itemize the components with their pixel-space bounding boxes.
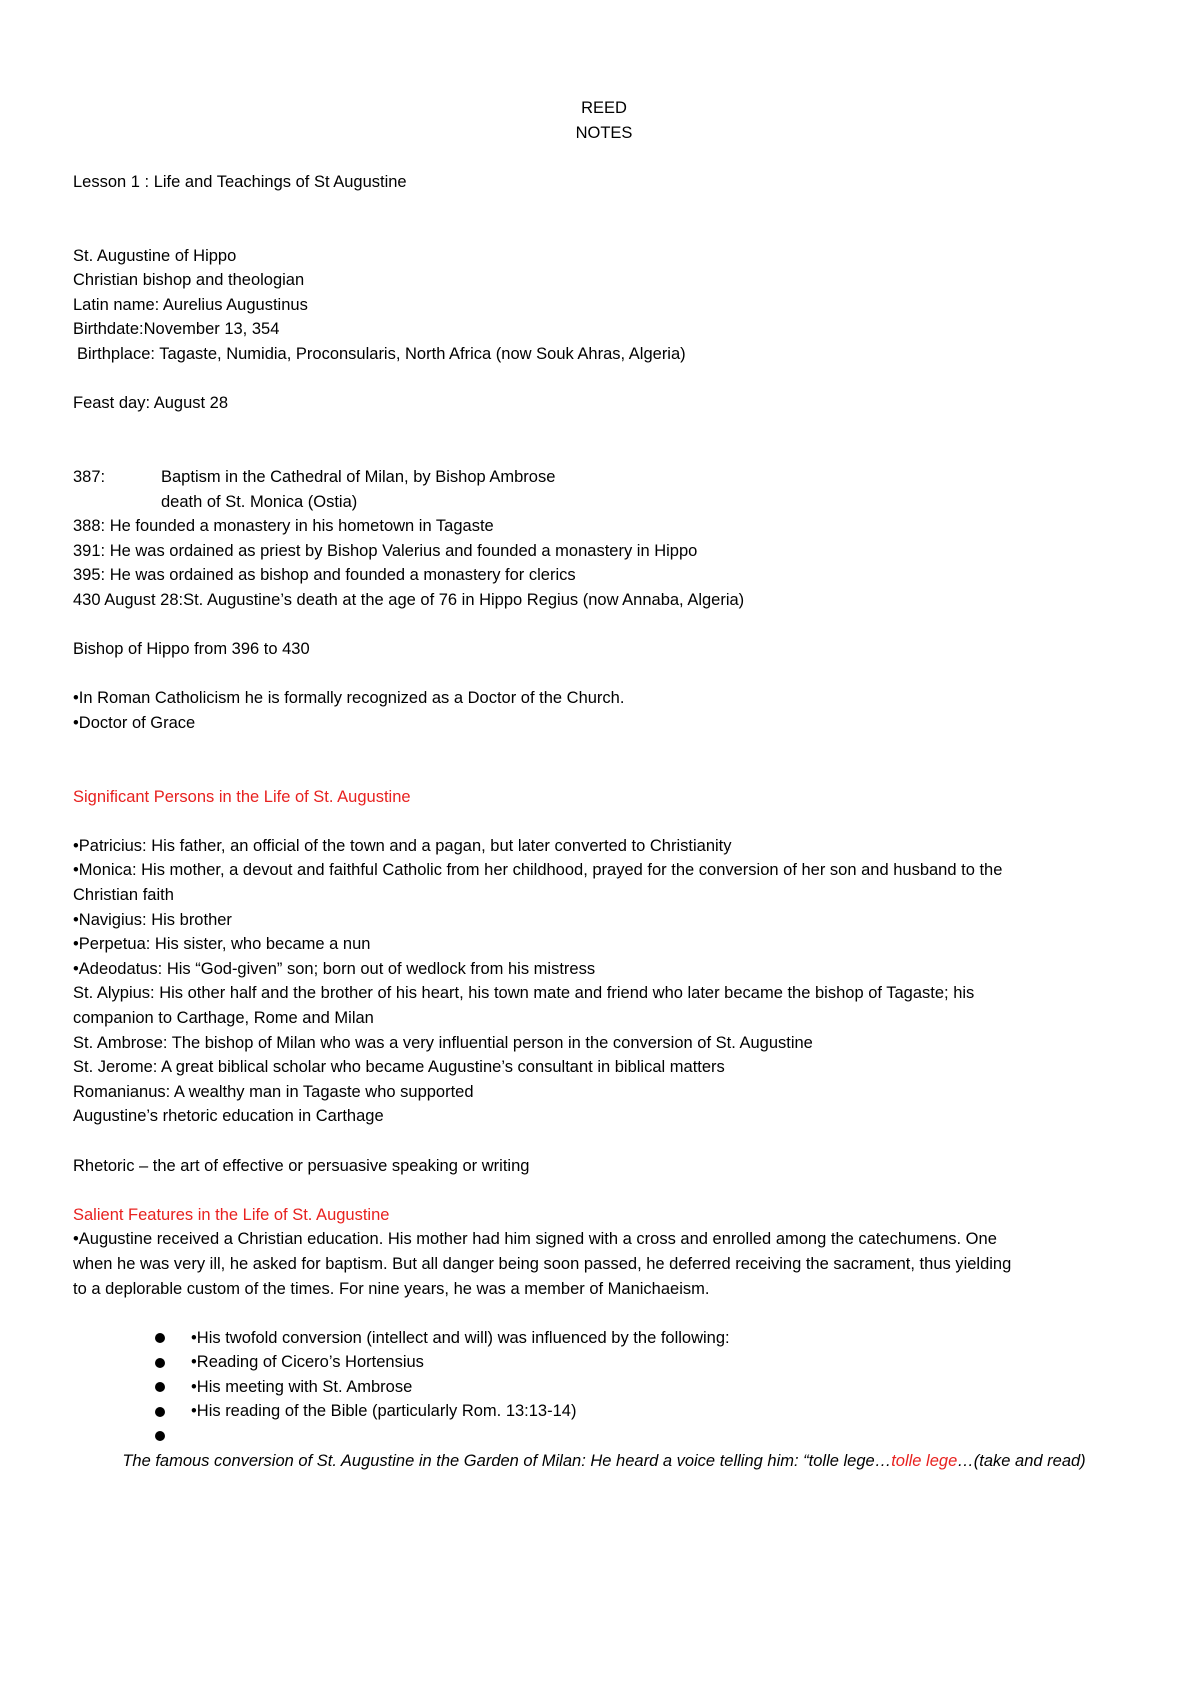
lesson-title: Lesson 1 : Life and Teachings of St Augustine [73, 172, 407, 191]
timeline-line: 395: He was ordained as bishop and founded a monastery for clerics [73, 566, 576, 585]
section-heading-significant-persons: Significant Persons in the Life of St. Augustine [73, 787, 411, 806]
bullet-dot-icon [155, 1333, 165, 1343]
profile-feast-day: Feast day: August 28 [73, 394, 229, 413]
person-line: companion to Carthage, Rome and Milan [73, 1008, 374, 1027]
profile-latin-name: Latin name: Aurelius Augustinus [73, 295, 308, 314]
profile-birthplace: Birthplace: Tagaste, Numidia, Proconsularis, North Africa (now Souk Ahras, Algeria) [77, 344, 686, 363]
document-title-line2: NOTES [575, 123, 633, 142]
profile-role: Christian bishop and theologian [73, 271, 305, 290]
person-line: •Patricius: His father, an official of the town and a pagan, but later converted to Christianity [73, 836, 732, 855]
list-item [155, 1424, 1135, 1449]
timeline-text: Baptism in the Cathedral of Milan, by Bishop Ambrose [161, 467, 556, 486]
conversion-quote [73, 1449, 1135, 1474]
person-line: St. Ambrose: The bishop of Milan who was a very influential person in the conversion of St. Augustine [73, 1033, 813, 1052]
bullet-text: •Reading of Cicero’s Hortensius [191, 1353, 424, 1372]
quote-part3: …(take and read) [957, 1451, 1086, 1470]
salient-line: •Augustine received a Christian education. His mother had him signed with a cross and enrolled among the catechumens. One [73, 1230, 997, 1249]
bullet-dot-icon [155, 1431, 165, 1441]
quote-part2-red: tolle lege [891, 1451, 958, 1470]
person-line: St. Jerome: A great biblical scholar who became Augustine’s consultant in biblical matters [73, 1058, 725, 1077]
list-item [155, 1375, 1135, 1400]
bullet-dot-icon [155, 1382, 165, 1392]
person-line: Romanianus: A wealthy man in Tagaste who supported [73, 1082, 474, 1101]
bullet-dot-icon [155, 1358, 165, 1368]
bullet-text: •His reading of the Bible (particularly Rom. 13:13-14) [191, 1402, 577, 1421]
list-item [155, 1326, 1135, 1351]
document-title-line1: REED [581, 99, 627, 117]
person-line: •Adeodatus: His “God-given” son; born out of wedlock from his mistress [73, 959, 596, 978]
profile-birthdate: Birthdate:November 13, 354 [73, 320, 280, 339]
timeline-year: 387: [73, 467, 106, 486]
section-heading-salient-features: Salient Features in the Life of St. Augustine [73, 1205, 390, 1224]
salient-line: to a deplorable custom of the times. For nine years, he was a member of Manichaeism. [73, 1279, 710, 1298]
bullet-text: •His twofold conversion (intellect and will) was influenced by the following: [191, 1328, 730, 1347]
person-line: Christian faith [73, 886, 174, 904]
rhetoric-definition: Rhetoric – the art of effective or persuasive speaking or writing [73, 1156, 530, 1175]
quote-part1: The famous conversion of St. Augustine in the Garden of Milan: He heard a voice telling him: “tolle lege… [122, 1451, 892, 1470]
timeline-row [73, 465, 1135, 490]
timeline-line: 388: He founded a monastery in his hometown in Tagaste [73, 517, 494, 536]
list-item [155, 1399, 1135, 1424]
recognition-item: •In Roman Catholicism he is formally recognized as a Doctor of the Church. [73, 689, 625, 708]
person-line: •Navigius: His brother [73, 910, 232, 929]
profile-name: St. Augustine of Hippo [73, 246, 237, 265]
recognition-item: •Doctor of Grace [73, 713, 196, 732]
person-line: Augustine’s rhetoric education in Carthage [73, 1107, 384, 1126]
bullet-text: •His meeting with St. Ambrose [191, 1377, 413, 1396]
person-line: •Perpetua: His sister, who became a nun [73, 935, 371, 954]
list-item [155, 1350, 1135, 1375]
timeline-line: 391: He was ordained as priest by Bishop Valerius and founded a monastery in Hippo [73, 541, 698, 560]
bishop-period: Bishop of Hippo from 396 to 430 [73, 640, 310, 659]
person-line: St. Alypius: His other half and the brother of his heart, his town mate and friend who later became the bishop of Tagaste; his [73, 984, 975, 1003]
bullet-dot-icon [155, 1407, 165, 1417]
timeline-text: death of St. Monica (Ostia) [161, 492, 358, 511]
timeline-line: 430 August 28:St. Augustine’s death at the age of 76 in Hippo Regius (now Annaba, Algeria) [73, 590, 745, 609]
timeline-row [73, 490, 1135, 515]
person-line: •Monica: His mother, a devout and faithful Catholic from her childhood, prayed for the conversion of her son and husband to the [73, 861, 1003, 880]
conversion-bullet-list [73, 1326, 1135, 1449]
salient-line: when he was very ill, he asked for baptism. But all danger being soon passed, he deferred receiving the sacrament, thus yielding [73, 1254, 1012, 1273]
timeline-year [73, 490, 161, 515]
document-page [73, 96, 1135, 1473]
